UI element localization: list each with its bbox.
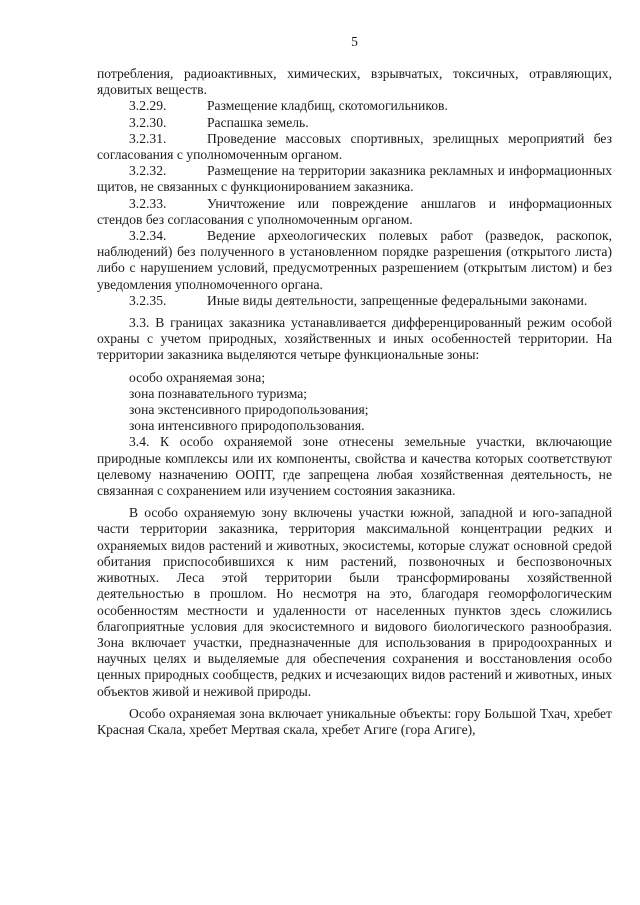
list-item xyxy=(97,228,612,293)
zone-item: особо охраняемая зона; xyxy=(129,369,266,385)
paragraph-unique-objects: Особо охраняемая зона включает уникальные объекты: гору Большой Тхач, хребет Красная Скала, хребет Мертвая скала, хребет Агиге (гора Агиге), xyxy=(97,705,612,737)
zone-item: зона экстенсивного природопользования; xyxy=(129,402,369,418)
item-number: 3.2.34. xyxy=(129,228,167,244)
item-number: 3.2.35. xyxy=(129,292,167,308)
item-text: Размещение на территории заказника рекламных и информационных щитов, не связанных с функционированием заказника. xyxy=(97,163,612,195)
item-number: 3.2.30. xyxy=(129,114,167,130)
item-text: Ведение археологических полевых работ (разведок, раскопок, наблюдений) без полученного в установленном порядке разрешения (открытого листа) либо с нарушением условий, предусмотренных разрешением (открытым листом) и без уведомления уполномоченного органа. xyxy=(97,228,612,292)
paragraph-continuation: потребления, радиоактивных, химических, взрывчатых, токсичных, отравляющих, ядовитых веществ. xyxy=(97,66,612,98)
item-number: 3.2.29. xyxy=(129,98,167,114)
list-item xyxy=(97,131,612,163)
item-text: Проведение массовых спортивных, зрелищных мероприятий без согласования с уполномоченным органом. xyxy=(97,130,612,163)
item-number: 3.2.32. xyxy=(129,163,167,179)
item-number: 3.2.33. xyxy=(129,195,167,211)
paragraph-3-4: 3.4. К особо охраняемой зоне отнесены земельные участки, включающие природные комплексы или их компоненты, свойства и качества которых соответствуют целевому назначению ООПТ, где запрещена любая хозяйственная деятельность, не связанная с сохранением или изучением состояния заказника. xyxy=(97,434,612,499)
list-item xyxy=(97,293,612,309)
item-number: 3.2.31. xyxy=(129,130,167,146)
item-text: Распашка земель. xyxy=(207,114,309,130)
zone-item: зона интенсивного природопользования. xyxy=(129,418,365,434)
item-text: Иные виды деятельности, запрещенные федеральными законами. xyxy=(207,292,588,308)
item-text: Размещение кладбищ, скотомогильников. xyxy=(207,98,448,114)
paragraph-3-3: 3.3. В границах заказника устанавливается дифференцированный режим особой охраны с учетом природных, хозяйственных и иных особенностей территории. На территории заказника выделяются четыре функциональные зоны: xyxy=(97,315,612,363)
list-item xyxy=(97,98,612,114)
list-item xyxy=(97,115,612,131)
document-body xyxy=(97,66,612,738)
list-item xyxy=(97,196,612,228)
zone-item: зона познавательного туризма; xyxy=(129,385,308,401)
paragraph-zone-description: В особо охраняемую зону включены участки южной, западной и юго-западной части территории заказника, территория максимальной концентрации редких и охраняемых видов растений и животных, экосистемы, которые служат основной средой обитания приспособившихся к ним растений, позвоночных и беспозвоночных животных. Леса этой территории были трансформированы хозяйственной деятельностью в прошлом. Но несмотря на это, благодаря геоморфологическим особенностям местности и удаленности от населенных пунктов здесь сложились благоприятные условия для экосистемного и видового биологического разнообразия. Зона включает участки, предназначенные для использования в природоохранных и научных целях и выделяемые для обеспечения сохранения и восстановления особо ценных природных сообществ, редких и исчезающих видов растений и животных, иных объектов живой и неживой природы. xyxy=(97,505,612,699)
list-item xyxy=(97,163,612,195)
item-text: Уничтожение или повреждение аншлагов и информационных стендов без согласования с уполномоченным органом. xyxy=(97,195,612,227)
page-number: 5 xyxy=(351,34,358,49)
